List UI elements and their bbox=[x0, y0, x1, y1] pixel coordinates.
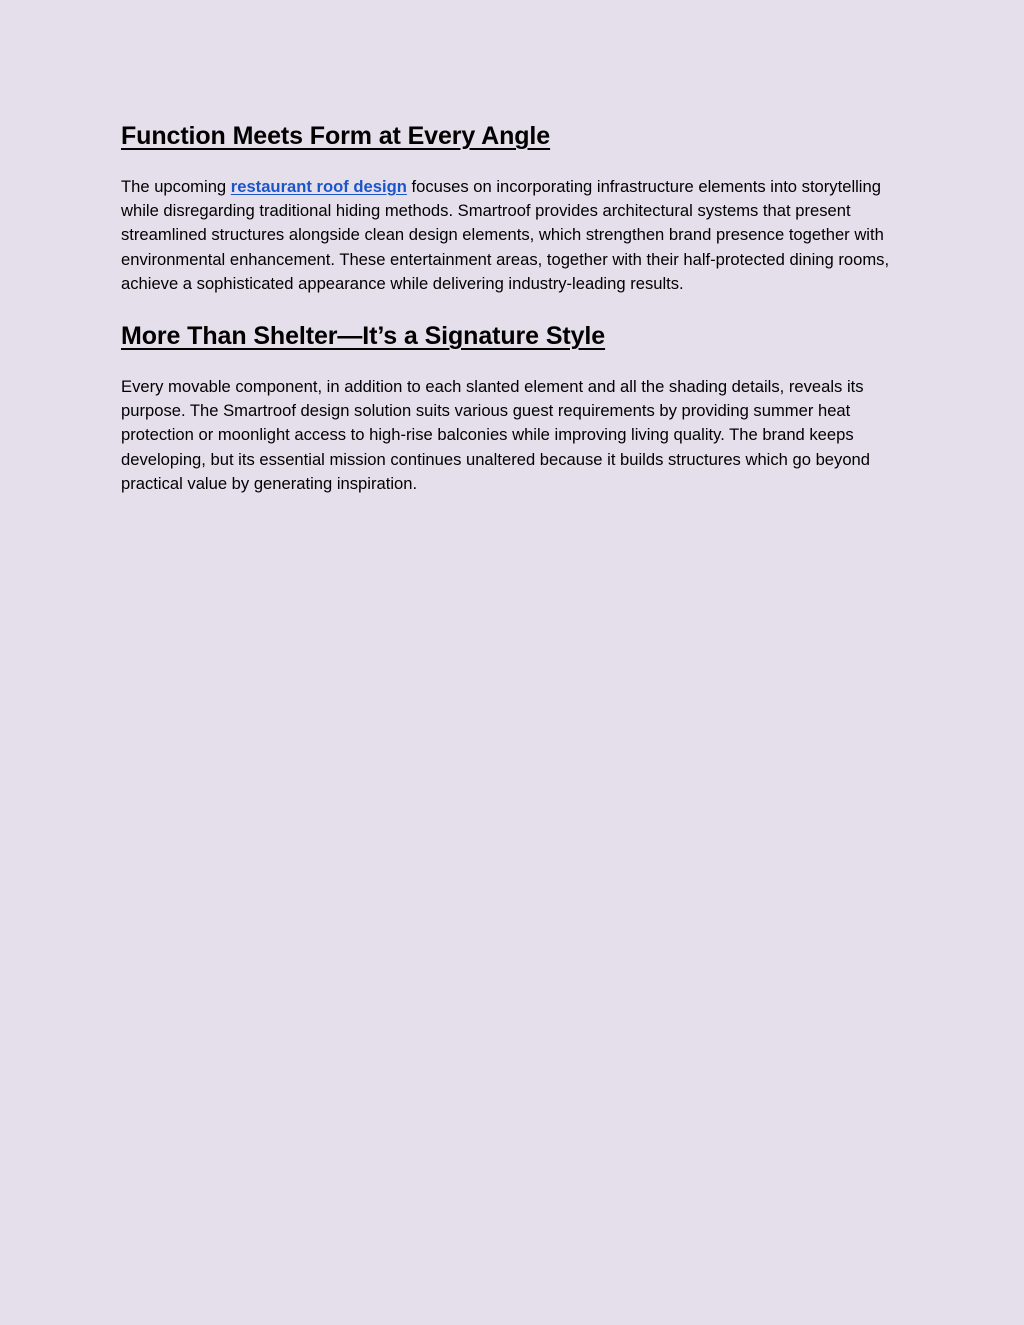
paragraph-text: focuses on incorporating infrastructure elements into storytelling while disregarding traditional hiding methods. Smartroof provides architectural systems that present streamlined structures alongside clean design elements, which strengthen brand presence together with environmental enhancement. These entertainment areas, together with their half-protected dining rooms, achieve a sophisticated appearance while delivering industry-leading results. bbox=[121, 177, 890, 293]
section-paragraph bbox=[121, 175, 911, 296]
document-page bbox=[121, 118, 911, 496]
restaurant-roof-design-link[interactable]: restaurant roof design bbox=[230, 177, 407, 196]
section-paragraph: Every movable component, in addition to each slanted element and all the shading details, reveals its purpose. The Smartroof design solution suits various guest requirements by providing summer heat protection or moonlight access to high-rise balconies while improving living quality. The brand keeps developing, but its essential mission continues unaltered because it builds structures which go beyond practical value by generating inspiration. bbox=[121, 377, 871, 493]
section-heading: More Than Shelter—It’s a Signature Style bbox=[121, 322, 606, 351]
section-heading: Function Meets Form at Every Angle bbox=[121, 122, 551, 150]
paragraph-text: The upcoming bbox=[121, 177, 231, 196]
